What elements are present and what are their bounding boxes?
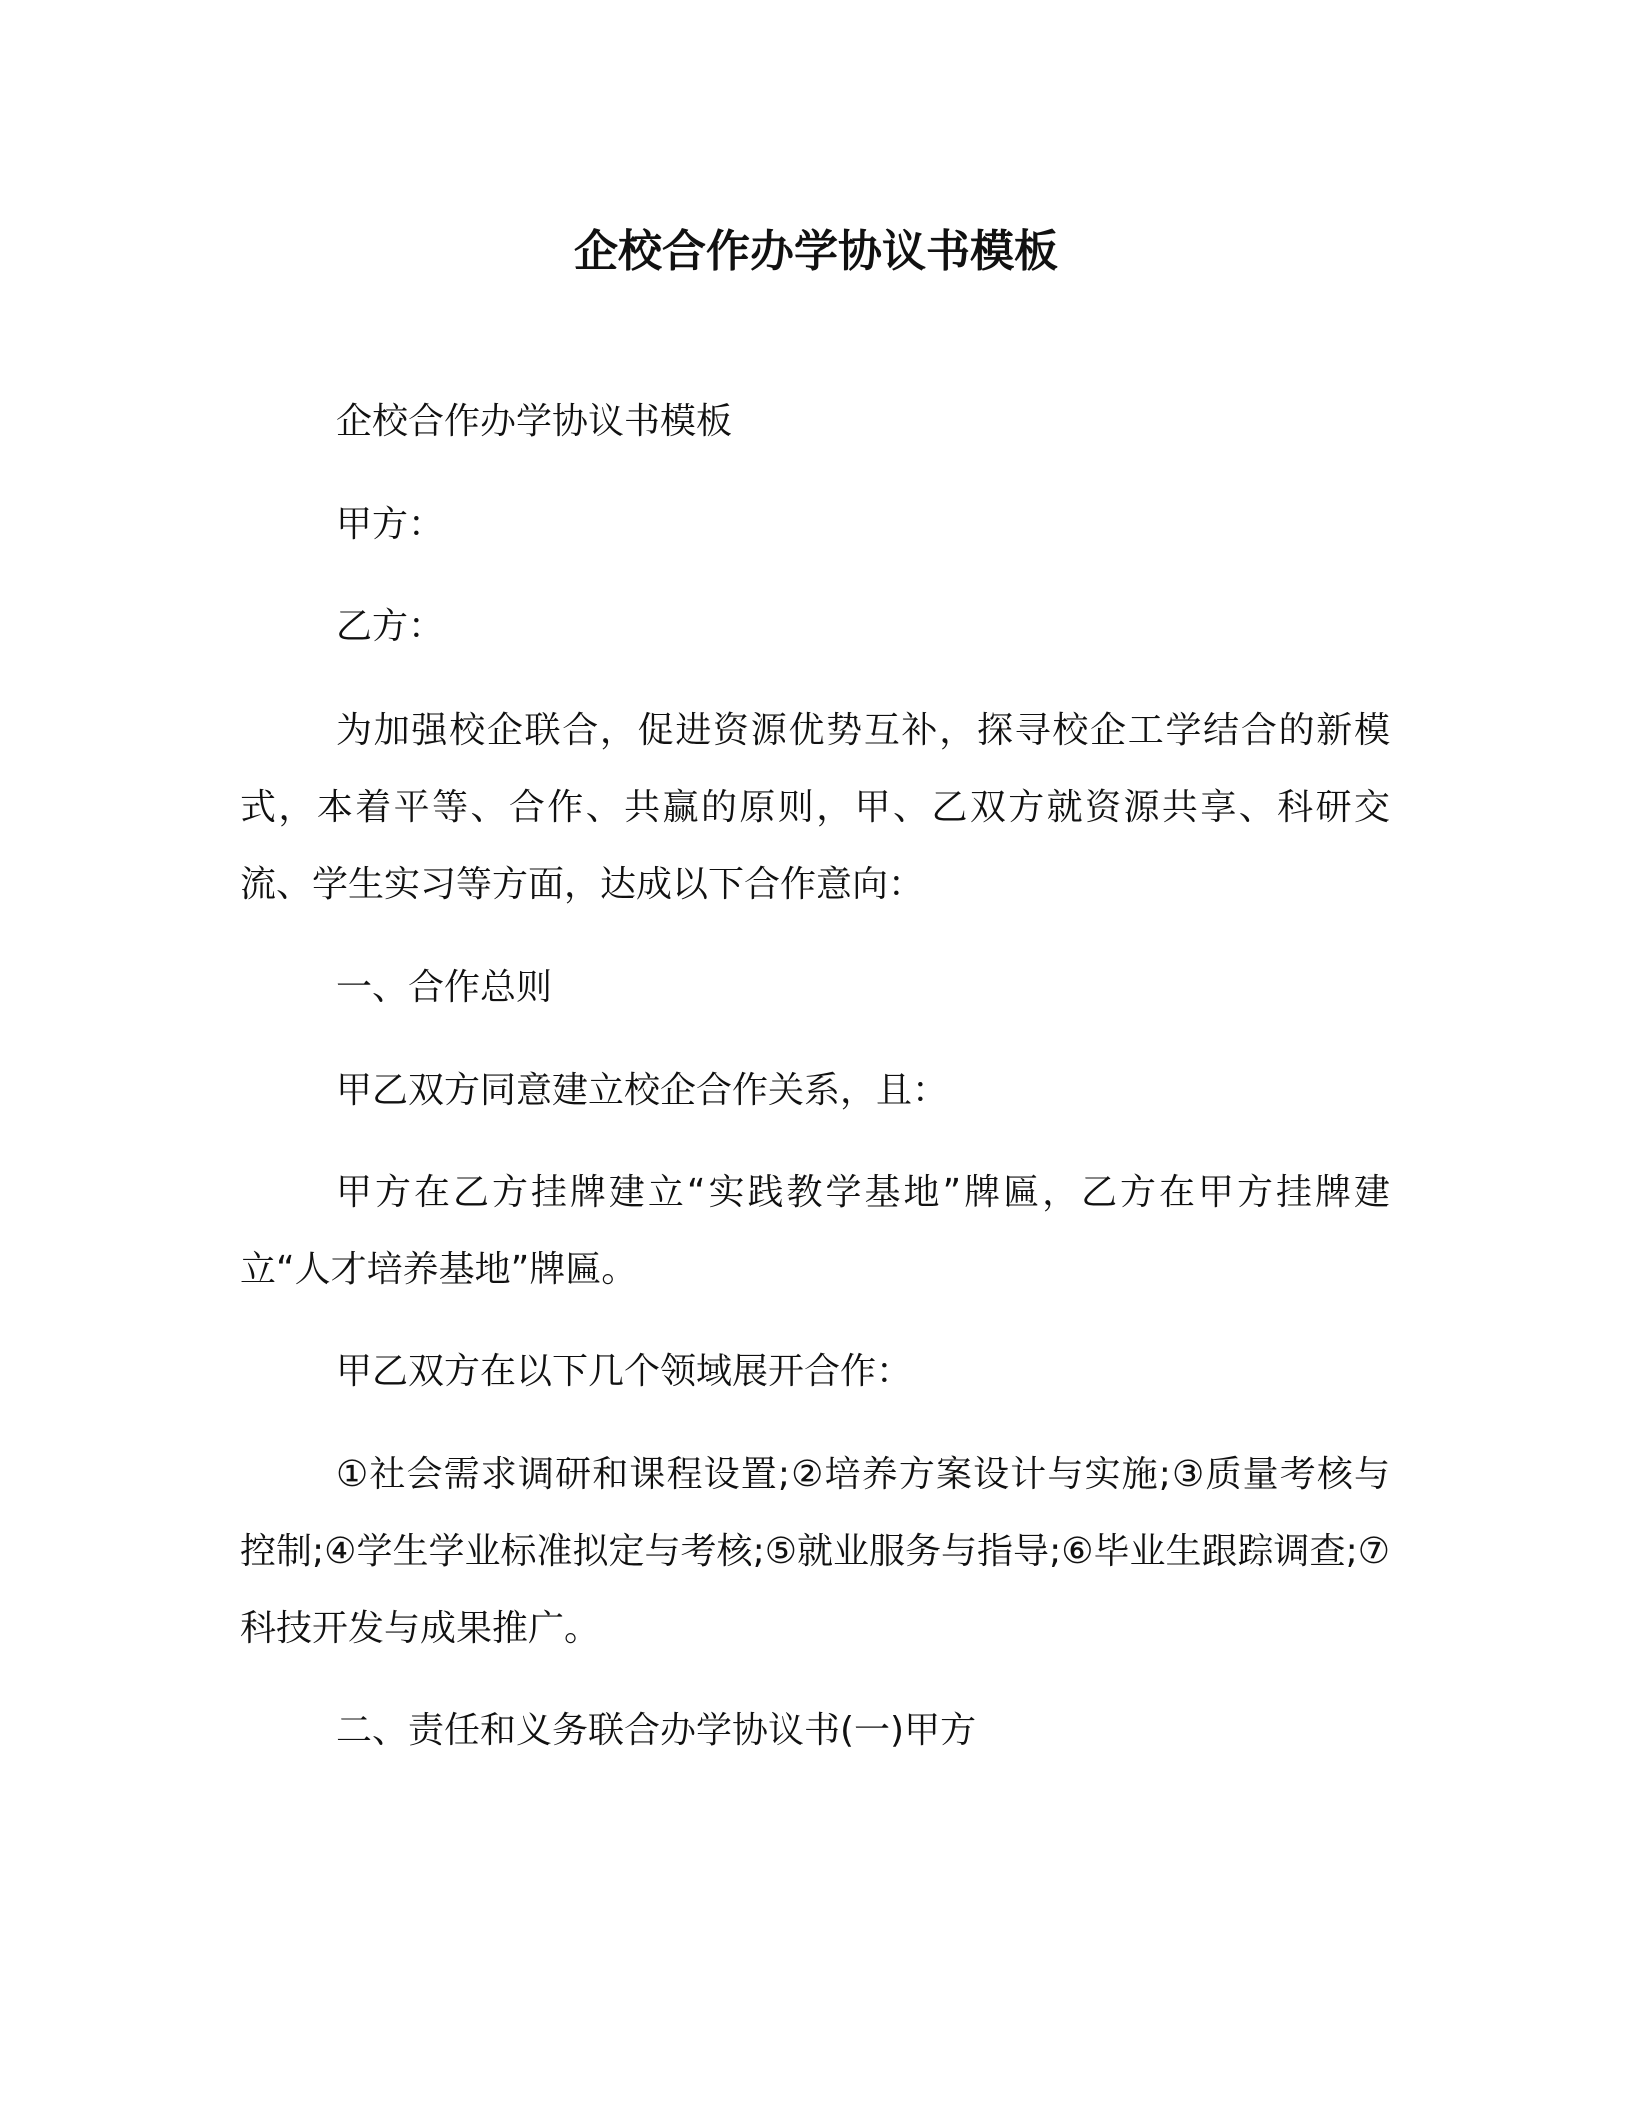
paragraph-agreement-basis: 甲乙双方同意建立校企合作关系，且： <box>336 1070 949 1111</box>
paragraph-section-1-heading: 一、合作总则 <box>336 967 553 1008</box>
paragraph-fields-intro: 甲乙双方在以下几个领域展开合作： <box>336 1351 913 1392</box>
paragraph-party-b: 乙方： <box>336 606 445 647</box>
paragraph-preamble: 为加强校企联合，促进资源优势互补，探寻校企工学结合的新模式，本着平等、合作、共赢的原则，甲、乙双方就资源共享、科研交流、学生实习等方面，达成以下合作意向： <box>240 710 1390 905</box>
paragraph-plaques: 甲方在乙方挂牌建立“实践教学基地”牌匾，乙方在甲方挂牌建立“人才培养基地”牌匾。 <box>240 1172 1390 1290</box>
paragraph-section-2-heading: 二、责任和义务联合办学协议书(一)甲方 <box>336 1710 977 1751</box>
paragraph-fields-list: ①社会需求调研和课程设置;②培养方案设计与实施;③质量考核与控制;④学生学业标准拟定与考核;⑤就业服务与指导;⑥毕业生跟踪调查;⑦科技开发与成果推广。 <box>240 1454 1390 1649</box>
paragraph-subtitle: 企校合作办学协议书模板 <box>336 401 733 442</box>
document-title: 企校合作办学协议书模板 <box>574 226 1058 277</box>
paragraph-party-a: 甲方： <box>336 504 445 545</box>
